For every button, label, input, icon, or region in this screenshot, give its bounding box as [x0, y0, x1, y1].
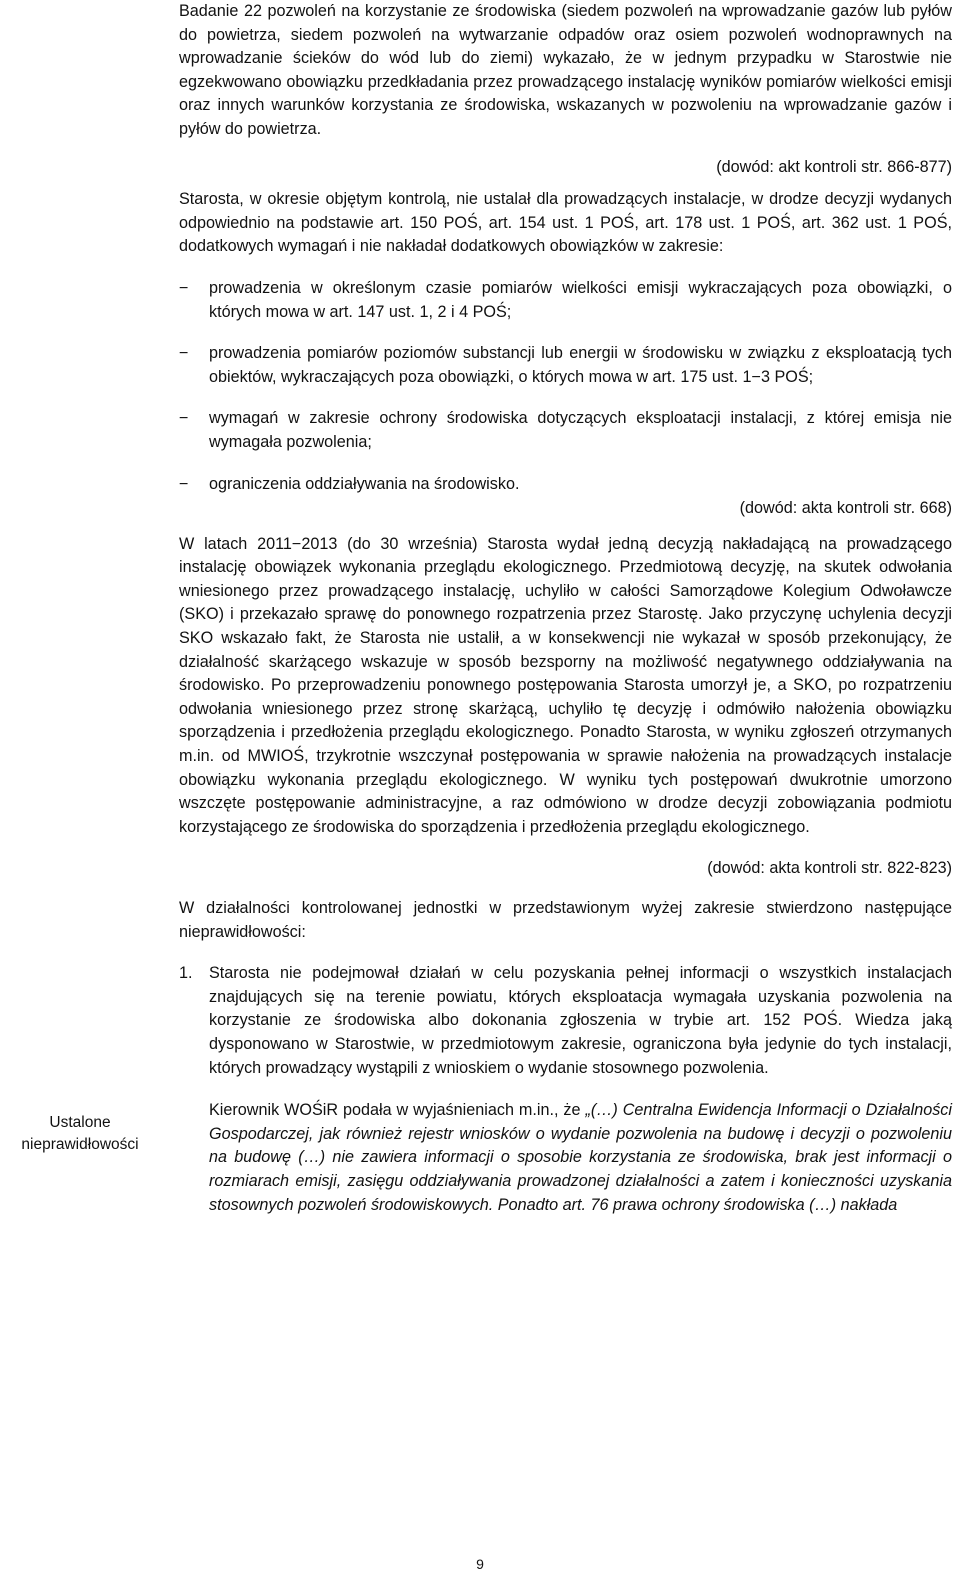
- list-item: [179, 962, 952, 1080]
- paragraph-ecological-review: W latach 2011−2013 (do 30 września) Starosta wydał jedną decyzją nakładającą na prowadzącego instalację obowiązek wykonania przeglądu ekologicznego. Przedmiotową decyzję, na skutek odwołania wniesionego przez prowadzącego instalację, uchyliło w całości Samorządowe Kolegium Odwoławcze (SKO) i przekazało sprawę do ponownego rozpatrzenia przez Starostę. Jako przyczynę uchylenia decyzji SKO wskazało fakt, że Starosta nie ustalił, a w konsekwencji nie wykazał w sposób przekonujący, że działalność skarżącego wskazuje w sposób bezsporny na możliwość negatywnego oddziaływania na środowisko. Po przeprowadzeniu ponownego postępowania Starosta umorzył je, a SKO, po rozpatrzeniu odwołania wniesionego przez stronę skarżącą, uchyliło tę decyzję i odmówiło nałożenia obowiązku sporządzenia i przedłożenia przeglądu ekologicznego. Ponadto Starosta, w wyniku zgłoszeń otrzymanych m.in. od MWIOŚ, trzykrotnie wszczynał postępowania w sprawie nałożenia na prowadzących instalacje obowiązku wykonania przeglądu ekologicznego. W wyniku tych postępowań dwukrotnie umorzono wszczęte postępowanie administracyjne, a raz odmówiono w drodze decyzji zobowiązania podmiotu korzystającego ze środowiska do sporządzenia i przedłożenia przeglądu ekologicznego.: [179, 534, 952, 836]
- page-number: 9: [476, 1556, 484, 1572]
- paragraph-irregularities-intro: W działalności kontrolowanej jednostki w przedstawionym wyżej zakresie stwierdzono następujące nieprawidłowości:: [179, 899, 952, 941]
- list-item-text: ograniczenia oddziaływania na środowisko.: [209, 474, 520, 493]
- evidence-reference: (dowód: akta kontroli str. 822-823): [707, 859, 952, 878]
- list-item-text: prowadzenia w określonym czasie pomiarów wielkości emisji wykraczających poza obowiązki, o których mowa w art. 147 ust. 1, 2 i 4 POŚ;: [209, 278, 952, 321]
- list-item-text: wymagań w zakresie ochrony środowiska dotyczących eksploatacji instalacji, z której emisja nie wymagała pozwolenia;: [209, 409, 952, 451]
- dash-bullet: −: [179, 344, 189, 363]
- list-item: [179, 407, 952, 454]
- evidence-reference: (dowód: akta kontroli str. 668): [739, 499, 952, 518]
- dash-bullet: −: [179, 474, 189, 493]
- margin-heading-line1: Ustalone: [49, 1114, 111, 1131]
- margin-heading: [0, 1112, 160, 1156]
- list-item-number: 1.: [179, 964, 193, 983]
- dash-bullet: −: [179, 278, 189, 297]
- paragraph-explanation: [179, 1099, 952, 1217]
- explanation-quote: „(…) Centralna Ewidencja Informacji o Działalności Gospodarczej, jak również rejestr wniosków o wydanie pozwolenia na budowę i decyzji o pozwoleniu na budowę (…) nie zawiera informacji o sposobie korzystania ze środowiska, brak jest informacji o rozmiarach emisji, zasięgu oddziaływania prowadzonej działalności a zatem i konieczności uzyskania stosownych pozwoleń środowiskowych.: [209, 1101, 952, 1214]
- list-item: [179, 342, 952, 389]
- explanation-tail: Ponadto art. 76 prawa ochrony środowiska (…) nakłada: [493, 1195, 898, 1214]
- explanation-lead: Kierownik WOŚiR podała w wyjaśnieniach m.in., że: [209, 1101, 586, 1120]
- irregularities-list: [179, 962, 952, 1080]
- list-item-text: Starosta nie podejmował działań w celu pozyskania pełnej informacji o wszystkich instalacjach znajdujących się na terenie powiatu, których eksploatacja wymagała uzyskania pozwolenia na korzystanie ze środowiska albo dokonania zgłoszenia w trybie art. 152 POŚ. Wiedza jaką dysponowano w Starostwie, w przedmiotowym zakresie, ograniczona była jedynie do tych instalacji, których prowadzący wystąpili z wnioskiem o wydanie stosownego pozwolenia.: [209, 964, 952, 1077]
- paragraph-additional-requirements: Starosta, w okresie objętym kontrolą, nie ustalał dla prowadzących instalacje, w drodze decyzji wydanych odpowiednio na podstawie art. 150 POŚ, art. 154 ust. 1 POŚ, art. 178 ust. 1 POŚ, art. 362 ust. 1 POŚ, dodatkowych wymagań i nie nakładał dodatkowych obowiązków w zakresie:: [179, 190, 952, 256]
- list-item: [179, 473, 952, 497]
- list-item-text: prowadzenia pomiarów poziomów substancji lub energii w środowisku w związku z eksploatacją tych obiektów, wykraczających poza obowiązki, o których mowa w art. 175 ust. 1−3 POŚ;: [209, 344, 952, 386]
- list-item: [179, 277, 952, 324]
- dash-bullet: −: [179, 409, 189, 428]
- margin-heading-line2: nieprawidłowości: [21, 1136, 139, 1153]
- evidence-reference: (dowód: akt kontroli str. 866-877): [716, 157, 952, 176]
- document-body: [179, 0, 952, 1217]
- requirements-list: [179, 277, 952, 496]
- paragraph-permits-review: Badanie 22 pozwoleń na korzystanie ze środowiska (siedem pozwoleń na wprowadzanie gazów lub pyłów do powietrza, siedem pozwoleń na wytwarzanie odpadów oraz osiem pozwoleń wodnoprawnych na wprowadzanie ścieków do wód lub do ziemi) wykazało, że w jednym przypadku w Starostwie nie egzekwowano obowiązku przedkładania przez prowadzącego instalację wyników pomiarów wielkości emisji oraz innych warunków korzystania ze środowiska, wskazanych w pozwoleniu na wprowadzanie gazów i pyłów do powietrza.: [179, 2, 952, 138]
